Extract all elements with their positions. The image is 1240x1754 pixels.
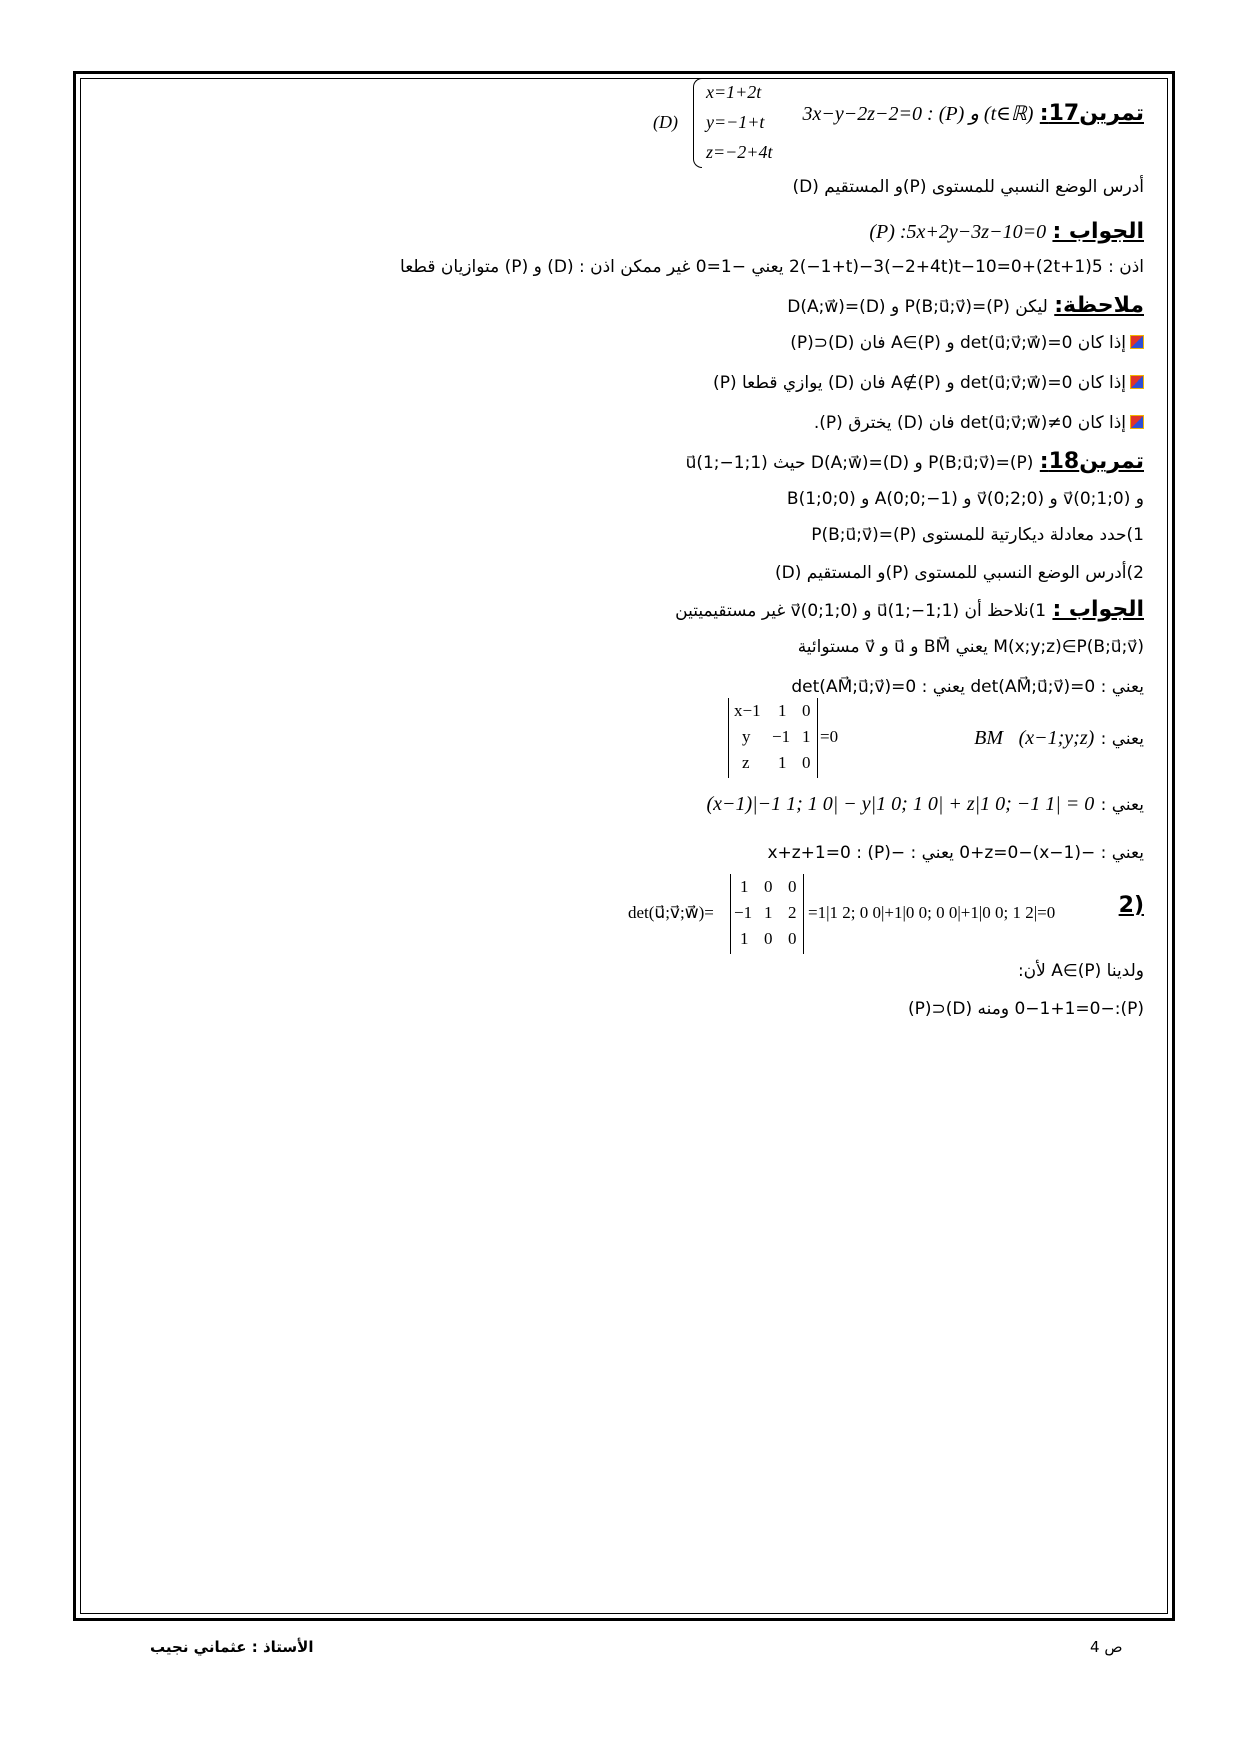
note-item-2 <box>713 370 1144 396</box>
exercise-17-answer-header <box>869 218 1144 245</box>
exercise-17-plane: 3x−y−2z−2=0 : (P) و (t∈ℝ) <box>802 103 1034 125</box>
det1-cell-0-0: x−1 <box>734 701 761 720</box>
determinant-1 <box>728 698 818 778</box>
note-item-3-text: إذا كان det(u⃗;v⃗;w⃗)≠0 فان (D) يخترق (P). <box>813 413 1126 433</box>
det2-cell-2-0: 1 <box>740 929 749 948</box>
answer-5-expression: (x−1)|−1 1; 1 0| − y|1 0; 1 0| + z|1 0; −1 1| = 0 <box>706 793 1095 815</box>
exercise-17-answer-text: اذن : 5(1+2t)+2(−1+t)−3(−2+4t)t−10=0 يعني −1=0 غير ممكن اذن : (D) و (P) متوازيان قطعا <box>400 257 1144 277</box>
part-2-label: (2 <box>1118 893 1144 918</box>
bullet-icon <box>1130 415 1144 429</box>
system-line-2: y=−1+t <box>706 112 765 132</box>
det1-cell-1-0: y <box>742 727 751 746</box>
exercise-17-question: أدرس الوضع النسبي للمستوى (P)و المستقيم (D) <box>792 177 1144 197</box>
footer-teacher: الأستاذ : عثماني نجيب <box>150 1638 314 1656</box>
exercise-18-line-1: (P)=P(B;u⃗;v⃗) و (D)=D(A;w⃗) حيث u⃗(1;−1;1) <box>685 453 1034 473</box>
det2-cell-2-2: 0 <box>788 929 797 948</box>
exercise-18-answer-header <box>675 596 1144 624</box>
exercise-18-answer-title: الجواب : <box>1052 597 1144 622</box>
exercise-18-answer-8: (P):−0−1+1=0 ومنه (D)⊂(P) <box>907 999 1144 1019</box>
note-intro: ليكن (P)=P(B;u⃗;v⃗) و (D)=D(A;w⃗) <box>787 297 1048 317</box>
footer-page-number: ص 4 <box>1090 1638 1123 1656</box>
exercise-18-header <box>686 448 1144 476</box>
determinant-2 <box>730 874 804 954</box>
det1-cell-0-1: 1 <box>778 701 787 720</box>
exercise-17-header <box>803 100 1144 127</box>
det2-cell-1-0: −1 <box>734 903 753 922</box>
det1-equals: =0 <box>820 727 839 746</box>
exercise-18-part-2-header <box>1119 892 1144 919</box>
note-item-1-text: إذا كان det(u⃗;v⃗;w⃗)=0 و A∈(P) فان (D)⊂(P) <box>790 333 1126 353</box>
exercise-18-answer-3: يعني : det(AM⃗;u⃗;v⃗)=0 يعني : det(AM⃗;u⃗;v⃗)=0 <box>791 677 1144 697</box>
det1-cell-0-2: 0 <box>802 701 811 720</box>
system-line-1: x=1+2t <box>706 82 762 102</box>
exercise-18-answer-6: يعني : −(x−1)−0+z=0 يعني : −x+z+1=0 : (P) <box>767 843 1144 863</box>
exercise-18-question-2: 2)أدرس الوضع النسبي للمستوى (P)و المستقيم (D) <box>774 563 1144 583</box>
det2-cell-0-2: 0 <box>788 877 797 896</box>
answer-4-label: يعني : <box>1100 729 1144 749</box>
bullet-icon <box>1130 335 1144 349</box>
page-content <box>80 78 1168 1614</box>
det2-lhs: det(u⃗;v⃗;w⃗)= <box>628 903 714 922</box>
exercise-18-question-1: 1)حدد معادلة ديكارتية للمستوى (P)=P(B;u⃗;v⃗) <box>811 525 1144 545</box>
exercise-18-line-2: و v⃗(0;1;0) و v⃗(0;2;0) و A(0;0;−1) و B(1;0;0) <box>786 489 1144 509</box>
det1-cell-2-0: z <box>742 753 750 772</box>
system-label: (D) <box>653 112 678 132</box>
answer-4-vector: BM⃗(x−1;y;z) <box>974 727 1095 749</box>
det2-cell-2-1: 0 <box>764 929 773 948</box>
exercise-18-answer-4 <box>974 724 1144 752</box>
note-title: ملاحظة: <box>1054 293 1144 318</box>
det2-cell-1-2: 2 <box>788 903 797 922</box>
exercise-18-answer-7: ولدينا A∈(P) لأن: <box>1017 961 1144 981</box>
det1-cell-2-1: 1 <box>778 753 787 772</box>
note-header <box>787 292 1144 320</box>
system-line-3: z=−2+4t <box>706 142 773 162</box>
system-brace <box>693 78 702 168</box>
exercise-17-answer-title: الجواب : <box>1052 219 1144 244</box>
note-item-1 <box>790 330 1144 356</box>
note-item-2-text: إذا كان det(u⃗;v⃗;w⃗)=0 و A∉(P) فان (D) يوازي قطعا (P) <box>713 373 1126 393</box>
exercise-18-title: تمرين18: <box>1039 449 1144 474</box>
det2-cell-1-1: 1 <box>764 903 773 922</box>
exercise-17-answer-plane: (P) :5x+2y−3z−10=0 <box>869 221 1047 243</box>
det2-cell-0-0: 1 <box>740 877 749 896</box>
exercise-18-answer-5 <box>706 790 1144 818</box>
bullet-icon <box>1130 375 1144 389</box>
note-item-3 <box>814 410 1144 436</box>
det2-rhs: =1|1 2; 0 0|+1|0 0; 0 0|+1|0 0; 1 2|=0 <box>808 903 1056 922</box>
exercise-18-answer-2: M(x;y;z)∈P(B;u⃗;v⃗) يعني BM⃗ و u⃗ و v⃗ مستوائية <box>797 637 1144 657</box>
det1-cell-1-2: 1 <box>802 727 811 746</box>
exercise-17-title: تمرين17: <box>1039 101 1144 126</box>
det1-cell-1-1: −1 <box>772 727 791 746</box>
det2-cell-0-1: 0 <box>764 877 773 896</box>
answer-5-label: يعني : <box>1100 795 1144 815</box>
exercise-18-answer-1: 1)نلاحظ أن u⃗(1;−1;1) و v⃗(0;1;0) غير مستقيميتين <box>675 601 1047 621</box>
det1-cell-2-2: 0 <box>802 753 811 772</box>
